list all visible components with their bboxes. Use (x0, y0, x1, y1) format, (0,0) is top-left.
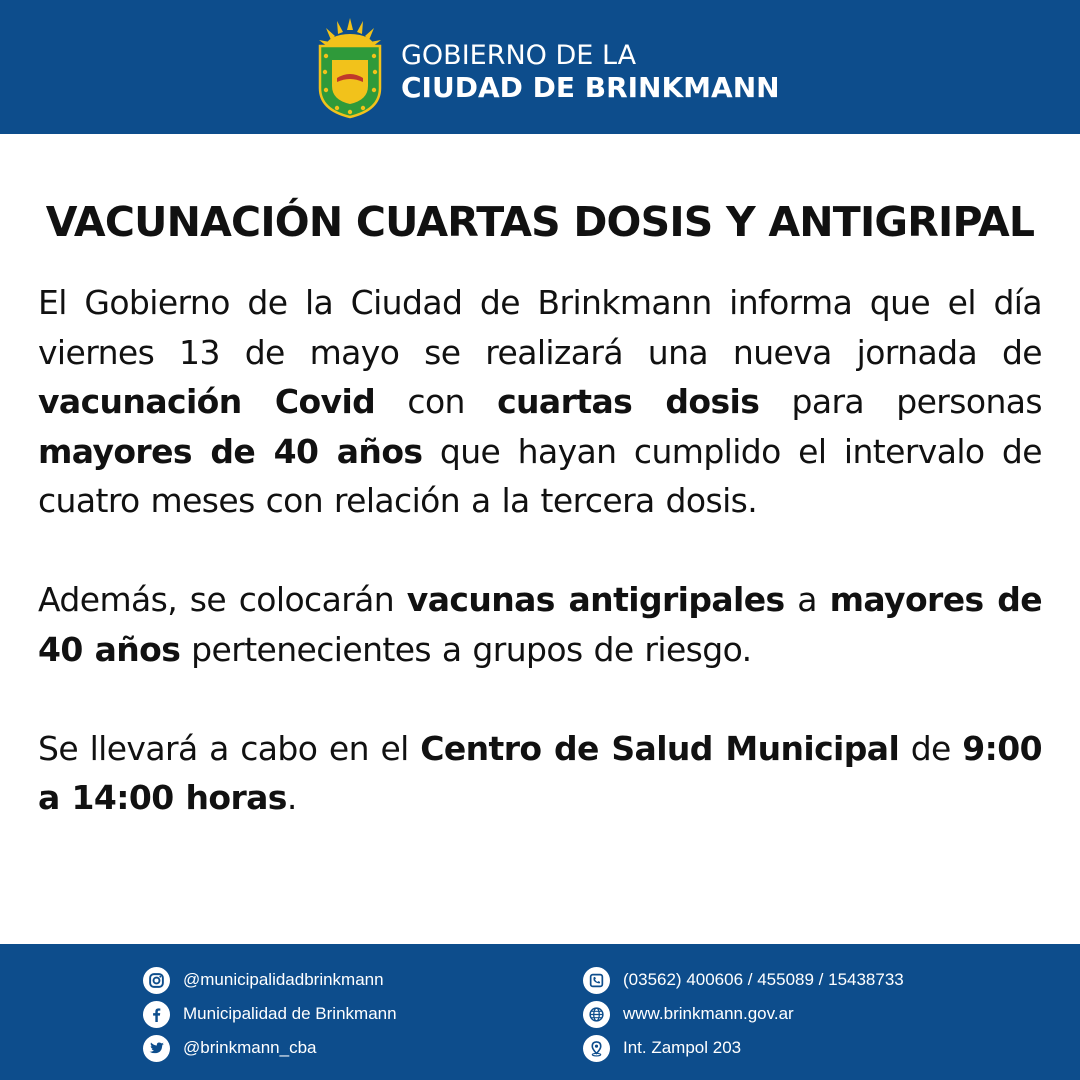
footer-facebook[interactable] (143, 999, 397, 1029)
bold-segment: cuartas dosis (497, 382, 760, 421)
footer-phone[interactable] (583, 965, 904, 995)
text-segment: a (784, 580, 830, 619)
paragraph-location-time (38, 724, 1042, 823)
footer-twitter[interactable] (143, 1033, 317, 1063)
footer-address[interactable] (583, 1033, 741, 1063)
text-segment: Se llevará a cabo en el (38, 728, 421, 768)
government-title (401, 40, 780, 104)
text-segment: para personas (759, 382, 1042, 421)
twitter-icon (143, 1035, 170, 1062)
website-url: www.brinkmann.gov.ar (623, 1004, 794, 1023)
bold-segment: mayores de 40 años (38, 431, 423, 471)
street-address: Int. Zampol 203 (623, 1038, 742, 1057)
globe-icon (583, 1001, 610, 1028)
bold-segment: Centro de Salud Municipal (420, 728, 900, 768)
text-segment: Además, se colocarán (38, 580, 407, 619)
location-pin-icon (583, 1035, 610, 1062)
facebook-page: Municipalidad de Brinkmann (183, 1004, 397, 1023)
text-segment: El Gobierno de la Ciudad de Brinkmann informa que el día viernes 13 de mayo se realizará una nueva jornada de (38, 283, 1042, 372)
text-segment: con (375, 382, 498, 421)
phone-numbers: (03562) 400606 / 455089 / 15438733 (623, 970, 904, 989)
municipal-crest-icon (315, 16, 385, 120)
bold-segment: 9:00 a 14:00 horas (38, 728, 1042, 817)
footer-bar (0, 944, 1080, 1080)
page-title: VACUNACIÓN CUARTAS DOSIS Y ANTIGRIPAL (45, 198, 1035, 246)
header-bar (0, 0, 1080, 134)
bold-segment: vacunas antigripales (406, 580, 785, 619)
bold-segment: vacunación Covid (38, 382, 376, 421)
facebook-icon (143, 1001, 170, 1028)
bold-segment: mayores de 40 años (38, 580, 1042, 669)
text-segment: de (899, 728, 963, 768)
instagram-icon (143, 967, 170, 994)
instagram-handle: @municipalidadbrinkmann (183, 970, 384, 989)
twitter-handle: @brinkmann_cba (183, 1038, 317, 1057)
government-title-line1: GOBIERNO DE LA (401, 40, 637, 71)
text-segment: . (286, 778, 297, 817)
paragraph-flu-vaccination (38, 575, 1042, 674)
government-title-line2: CIUDAD DE BRINKMANN (401, 71, 780, 104)
paragraph-covid-vaccination (38, 278, 1042, 526)
text-segment: que hayan cumplido el intervalo de cuatro meses con relación a la tercera dosis. (38, 431, 1042, 520)
announcement-body (38, 278, 1042, 823)
footer-instagram[interactable] (143, 965, 384, 995)
text-segment: pertenecientes a grupos de riesgo. (180, 629, 752, 669)
phone-icon (583, 967, 610, 994)
footer-website[interactable] (583, 999, 794, 1029)
